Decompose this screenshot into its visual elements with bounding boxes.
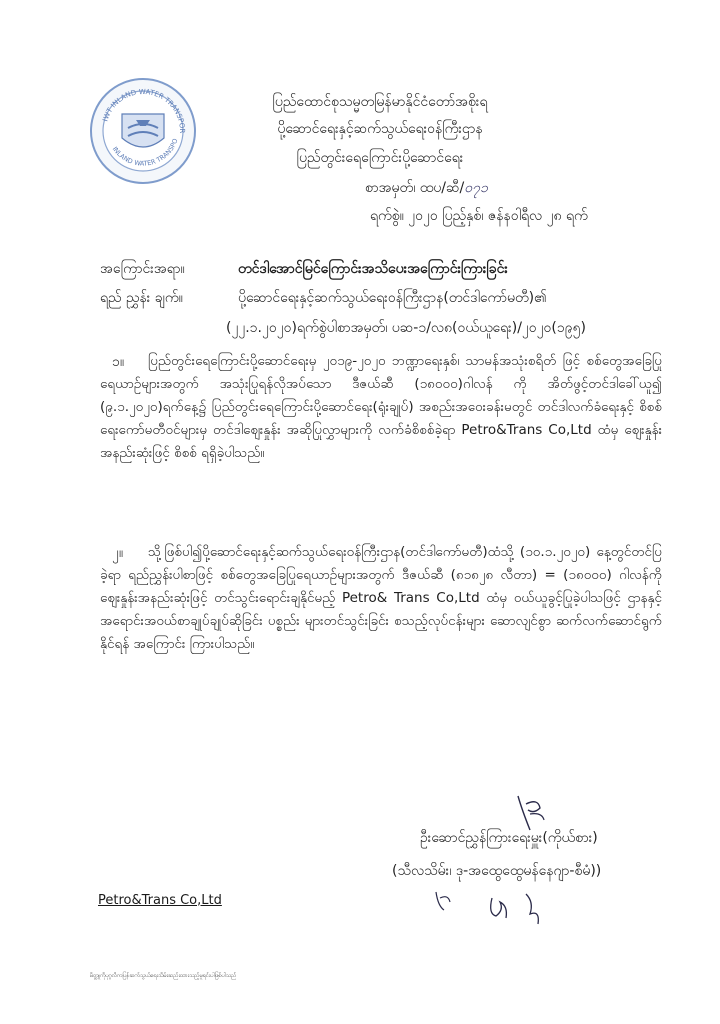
logo-bottom-text: INLAND WATER TRANSPO [110, 137, 180, 168]
logo-caption: IWT INLAND WATER TRANSPOR [101, 87, 187, 133]
iwt-logo [88, 76, 198, 186]
paragraph-2-text: သို့ဖြစ်ပါ၍ပို့ဆောင်ရေးနှင့်ဆက်သွယ်ရေးဝန်ကြီးဌာန(တင်ဒါကော်မတီ)ထံသို့ (၁၀.၁.၂၀၂၀) နေ့တွင်တင်ပြခဲ့ရာ ရည်ညွှန်းပါစာဖြင့် စစ်တွေအခြေပြုရေယာဉ်များအတွက် ဒီဇယ်ဆီ (၈၁၈၂၈ လီတာ) = (၁၈၀၀၀) ဂါလန်ကို ဈေးနှုန်းအနည်းဆုံးဖြင့် တင်သွင်းရောင်းချနိုင်မည့် Petro& Trans Co,Ltd ထံမှ ဝယ်ယူခွင့်ပြုခဲ့ပါသဖြင့် ဌာနနှင့် အရောင်းအဝယ်စာချုပ်ချုပ်ဆိုခြင်း ပစ္စည်း များတင်သွင်းခြင်း စသည့်လုပ်ငန်းများ ဆောလျင်စွာ ဆက်လက်ဆောင်ရွက်နိုင်ရန် အကြောင်း ကြားပါသည်။ [100, 544, 662, 652]
paragraph-1-text: ပြည်တွင်းရေကြောင်းပို့ဆောင်ရေးမှ ၂၀၁၉-၂၀၂၀ ဘဏ္ဍာရေးနှစ်၊ သာမန်အသုံးစရိတ် ဖြင့် စစ်တွေအခြေပြုရေယာဉ်များအတွက် အသုံးပြုရန်လိုအပ်သော ဒီဇယ်ဆီ (၁၈၀၀၀)ဂါလန် ကို အိတ်ဖွင့်တင်ဒါခေါ်ယူ၍ (၉.၁.၂၀၂၀)ရက်နေ့၌ ပြည်တွင်းရေကြောင်းပို့ဆောင်ရေး(ရုံးချုပ်) အစည်းအဝေးခန်းမတွင် တင်ဒါလက်ခံရေးနှင့် စိစစ်ရေးကော်မတီဝင်များမှ တင်ဒါဈေးနှုန်း အဆိုပြုလွှာများကို လက်ခံစိစစ်ခဲ့ရာ Petro&Trans Co,Ltd ထံမှ ဈေးနှုန်းအနည်းဆုံးဖြင့် စိစစ် ရရှိခဲ့ပါသည်။ [100, 353, 662, 461]
paragraph-1-number: ၁။ [112, 354, 125, 370]
subject-text: တင်ဒါအောင်မြင်ကြောင်းအသိပေးအကြောင်းကြားခြင်း [238, 261, 508, 277]
letter-date: ရက်စွဲ။ ၂၀၂၀ ပြည့်နှစ်၊ ဇန်နဝါရီလ ၂၈ ရက် [370, 208, 588, 224]
reference-number-label: စာအမှတ်၊ ထပ/ဆီ/ [365, 180, 465, 196]
signatory-title: ဦးဆောင်ညွှန်ကြားရေးမှူး(ကိုယ်စား) [420, 830, 598, 846]
header-line-3: ပြည်တွင်းရေကြောင်းပို့ဆောင်ရေး [296, 150, 464, 166]
handwritten-initials [430, 880, 560, 930]
paragraph-2-number: ၂။ [112, 545, 124, 561]
reference-label: ရည် ညွှန်း ချက်။ [100, 290, 183, 306]
footer-note: မိတ္တူကိုပုဂ္ဂလိကပြန်ဆက်သွယ်ရေးသိမ်းဆည်းထားသည့်မူရင်းပါဖြစ်ပါသည် [90, 973, 237, 979]
subject-label: အကြောင်းအရာ။ [100, 261, 185, 277]
reference-number [365, 178, 488, 198]
signatory-details: (သီလသိမ်း၊ ဒု-အထွေထွေမန်နေဂျာ-စီမံ)) [392, 863, 602, 879]
reference-line-1: ပို့ဆောင်ရေးနှင့်ဆက်သွယ်ရေးဝန်ကြီးဌာန(တင်ဒါကော်မတီ)၏ [238, 290, 547, 306]
recipient-name: Petro&Trans Co,Ltd [98, 893, 222, 908]
header-line-2: ပို့ဆောင်ရေးနှင့်ဆက်သွယ်ရေးဝန်ကြီးဌာန [277, 121, 483, 137]
header-line-1: ပြည်ထောင်စုသမ္မတမြန်မာနိုင်ငံတော်အစိုးရ [272, 94, 488, 110]
reference-line-2: (၂၂.၁.၂၀၂၀)ရက်စွဲပါစာအမှတ်၊ ပဆ-၁/လ၈(ဝယ်ယူရေး)/၂၀၂၀(၁၉၅) [226, 320, 586, 336]
reference-number-handwritten: ၀၇၁ [464, 180, 488, 196]
